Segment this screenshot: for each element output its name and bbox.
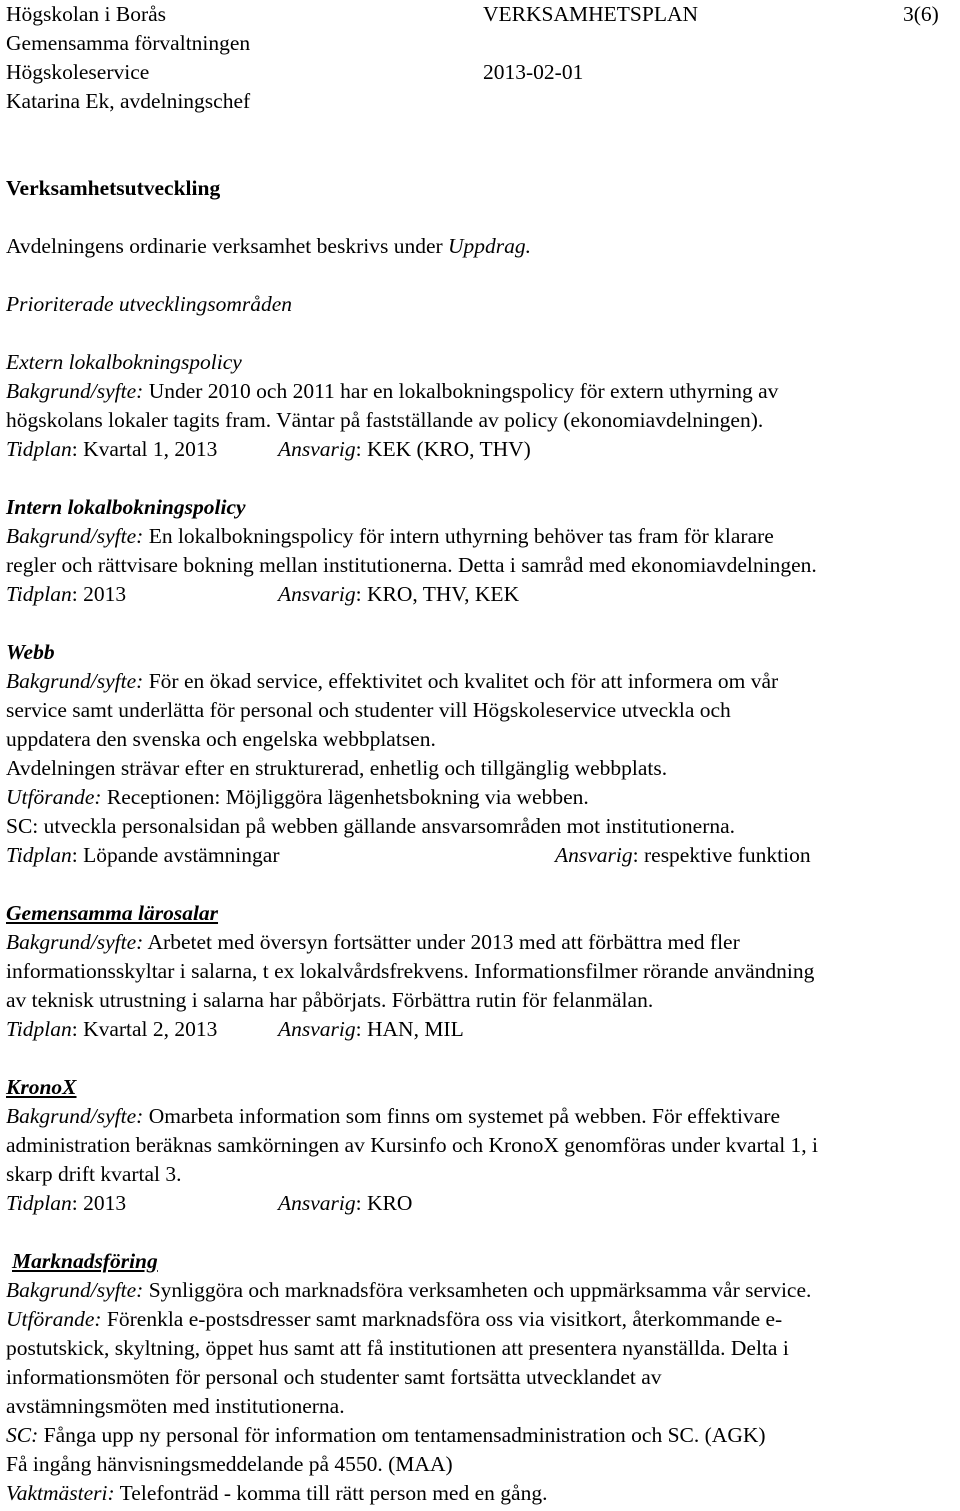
kronox-schedule: Tidplan: 2013 Ansvarig: KRO — [6, 1191, 413, 1215]
marknad-text-line: informationsmöten för personal och studenter samt fortsätta utvecklandet av — [6, 1365, 662, 1389]
page-number: 3(6) — [903, 2, 939, 26]
extern-title: Extern lokalbokningspolicy — [6, 350, 242, 374]
uppdrag-reference: Uppdrag. — [448, 234, 532, 258]
webb-text-line: Avdelningen strävar efter en strukturerad, enhetlig och tillgänglig webbplats. — [6, 756, 668, 780]
marknad-ingang: Få ingång hänvisningsmeddelande på 4550. (MAA) — [6, 1452, 453, 1476]
extern-text-line: högskolans lokaler tagits fram. Väntar på fastställande av policy (ekonomiavdelningen). — [6, 408, 764, 432]
kronox-text-line: Bakgrund/syfte: Omarbeta information som finns om systemet på webben. För effektivare — [6, 1104, 781, 1128]
marknad-text-line: postutskick, skyltning, öppet hus samt att få institutionen att presentera nyanställda. Delta i — [6, 1336, 789, 1360]
webb-title: Webb — [6, 640, 55, 664]
marknad-sc: SC: Fånga upp ny personal för information om tentamensadministration och SC. (AGK) — [6, 1423, 766, 1447]
intern-text-line: Bakgrund/syfte: En lokalbokningspolicy för intern uthyrning behöver tas fram för klarare — [6, 524, 774, 548]
webb-schedule: Tidplan: Löpande avstämningar Ansvarig: respektive funktion — [6, 843, 811, 867]
larosalar-text-line: informationsskyltar i salarna, t ex lokalvårdsfrekvens. Informationsfilmer rörande användning — [6, 959, 815, 983]
larosalar-text-line: Bakgrund/syfte: Arbetet med översyn fortsätter under 2013 med att förbättra med fler — [6, 930, 740, 954]
marknad-text-line: avstämningsmöten med institutionerna. — [6, 1394, 345, 1418]
larosalar-schedule: Tidplan: Kvartal 2, 2013 Ansvarig: HAN, MIL — [6, 1017, 464, 1041]
marknad-title: Marknadsföring — [12, 1249, 158, 1273]
webb-text-line: Bakgrund/syfte: För en ökad service, effektivitet och kvalitet och för att informera om vår — [6, 669, 779, 693]
webb-utforande: Utförande: Receptionen: Möjliggöra lägenhetsbokning via webben. — [6, 785, 589, 809]
priority-heading: Prioriterade utvecklingsområden — [6, 292, 293, 316]
intern-schedule: Tidplan: 2013 Ansvarig: KRO, THV, KEK — [6, 582, 520, 606]
marknad-bakgrund: Bakgrund/syfte: Synliggöra och marknadsföra verksamheten och uppmärksamma vår service. — [6, 1278, 812, 1302]
kronox-text-line: administration beräknas samkörningen av Kursinfo och KronoX genomföras under kvartal 1, i — [6, 1133, 819, 1157]
marknad-vaktmasteri: Vaktmästeri: Telefonträd - komma till rätt person med en gång. — [6, 1481, 548, 1505]
document-page — [6, 0, 956, 1508]
marknad-utforande: Utförande: Förenkla e-postsdresser samt marknadsföra oss via visitkort, återkommande e- — [6, 1307, 783, 1331]
intro-text: Avdelningens ordinarie verksamhet beskrivs under Uppdrag. — [6, 234, 532, 258]
webb-text-line: service samt underlätta för personal och studenter vill Högskoleservice utveckla och — [6, 698, 731, 722]
larosalar-title: Gemensamma lärosalar — [6, 901, 219, 925]
org-name: Högskolan i Borås — [6, 2, 167, 26]
author: Katarina Ek, avdelningschef — [6, 89, 251, 113]
kronox-text-line: skarp drift kvartal 3. — [6, 1162, 182, 1186]
section-heading-verksamhetsutveckling: Verksamhetsutveckling — [6, 176, 221, 200]
department: Gemensamma förvaltningen — [6, 31, 251, 55]
kronox-title: KronoX — [6, 1075, 77, 1099]
extern-text-line: Bakgrund/syfte: Under 2010 och 2011 har en lokalbokningspolicy för extern uthyrning av — [6, 379, 779, 403]
larosalar-text-line: av teknisk utrustning i salarna har påbörjats. Förbättra rutin för felanmälan. — [6, 988, 654, 1012]
webb-text-line: uppdatera den svenska och engelska webbplatsen. — [6, 727, 436, 751]
intern-title: Intern lokalbokningspolicy — [6, 495, 246, 519]
document-date: 2013-02-01 — [483, 60, 584, 84]
intern-text-line: regler och rättvisare bokning mellan institutionerna. Detta i samråd med ekonomiavdelningen. — [6, 553, 817, 577]
extern-schedule: Tidplan: Kvartal 1, 2013 Ansvarig: KEK (KRO, THV) — [6, 437, 531, 461]
webb-sc-line: SC: utveckla personalsidan på webben gällande ansvarsområden mot institutionerna. — [6, 814, 736, 838]
document-header — [6, 0, 956, 116]
document-title: VERKSAMHETSPLAN — [483, 2, 699, 26]
unit: Högskoleservice — [6, 60, 150, 84]
